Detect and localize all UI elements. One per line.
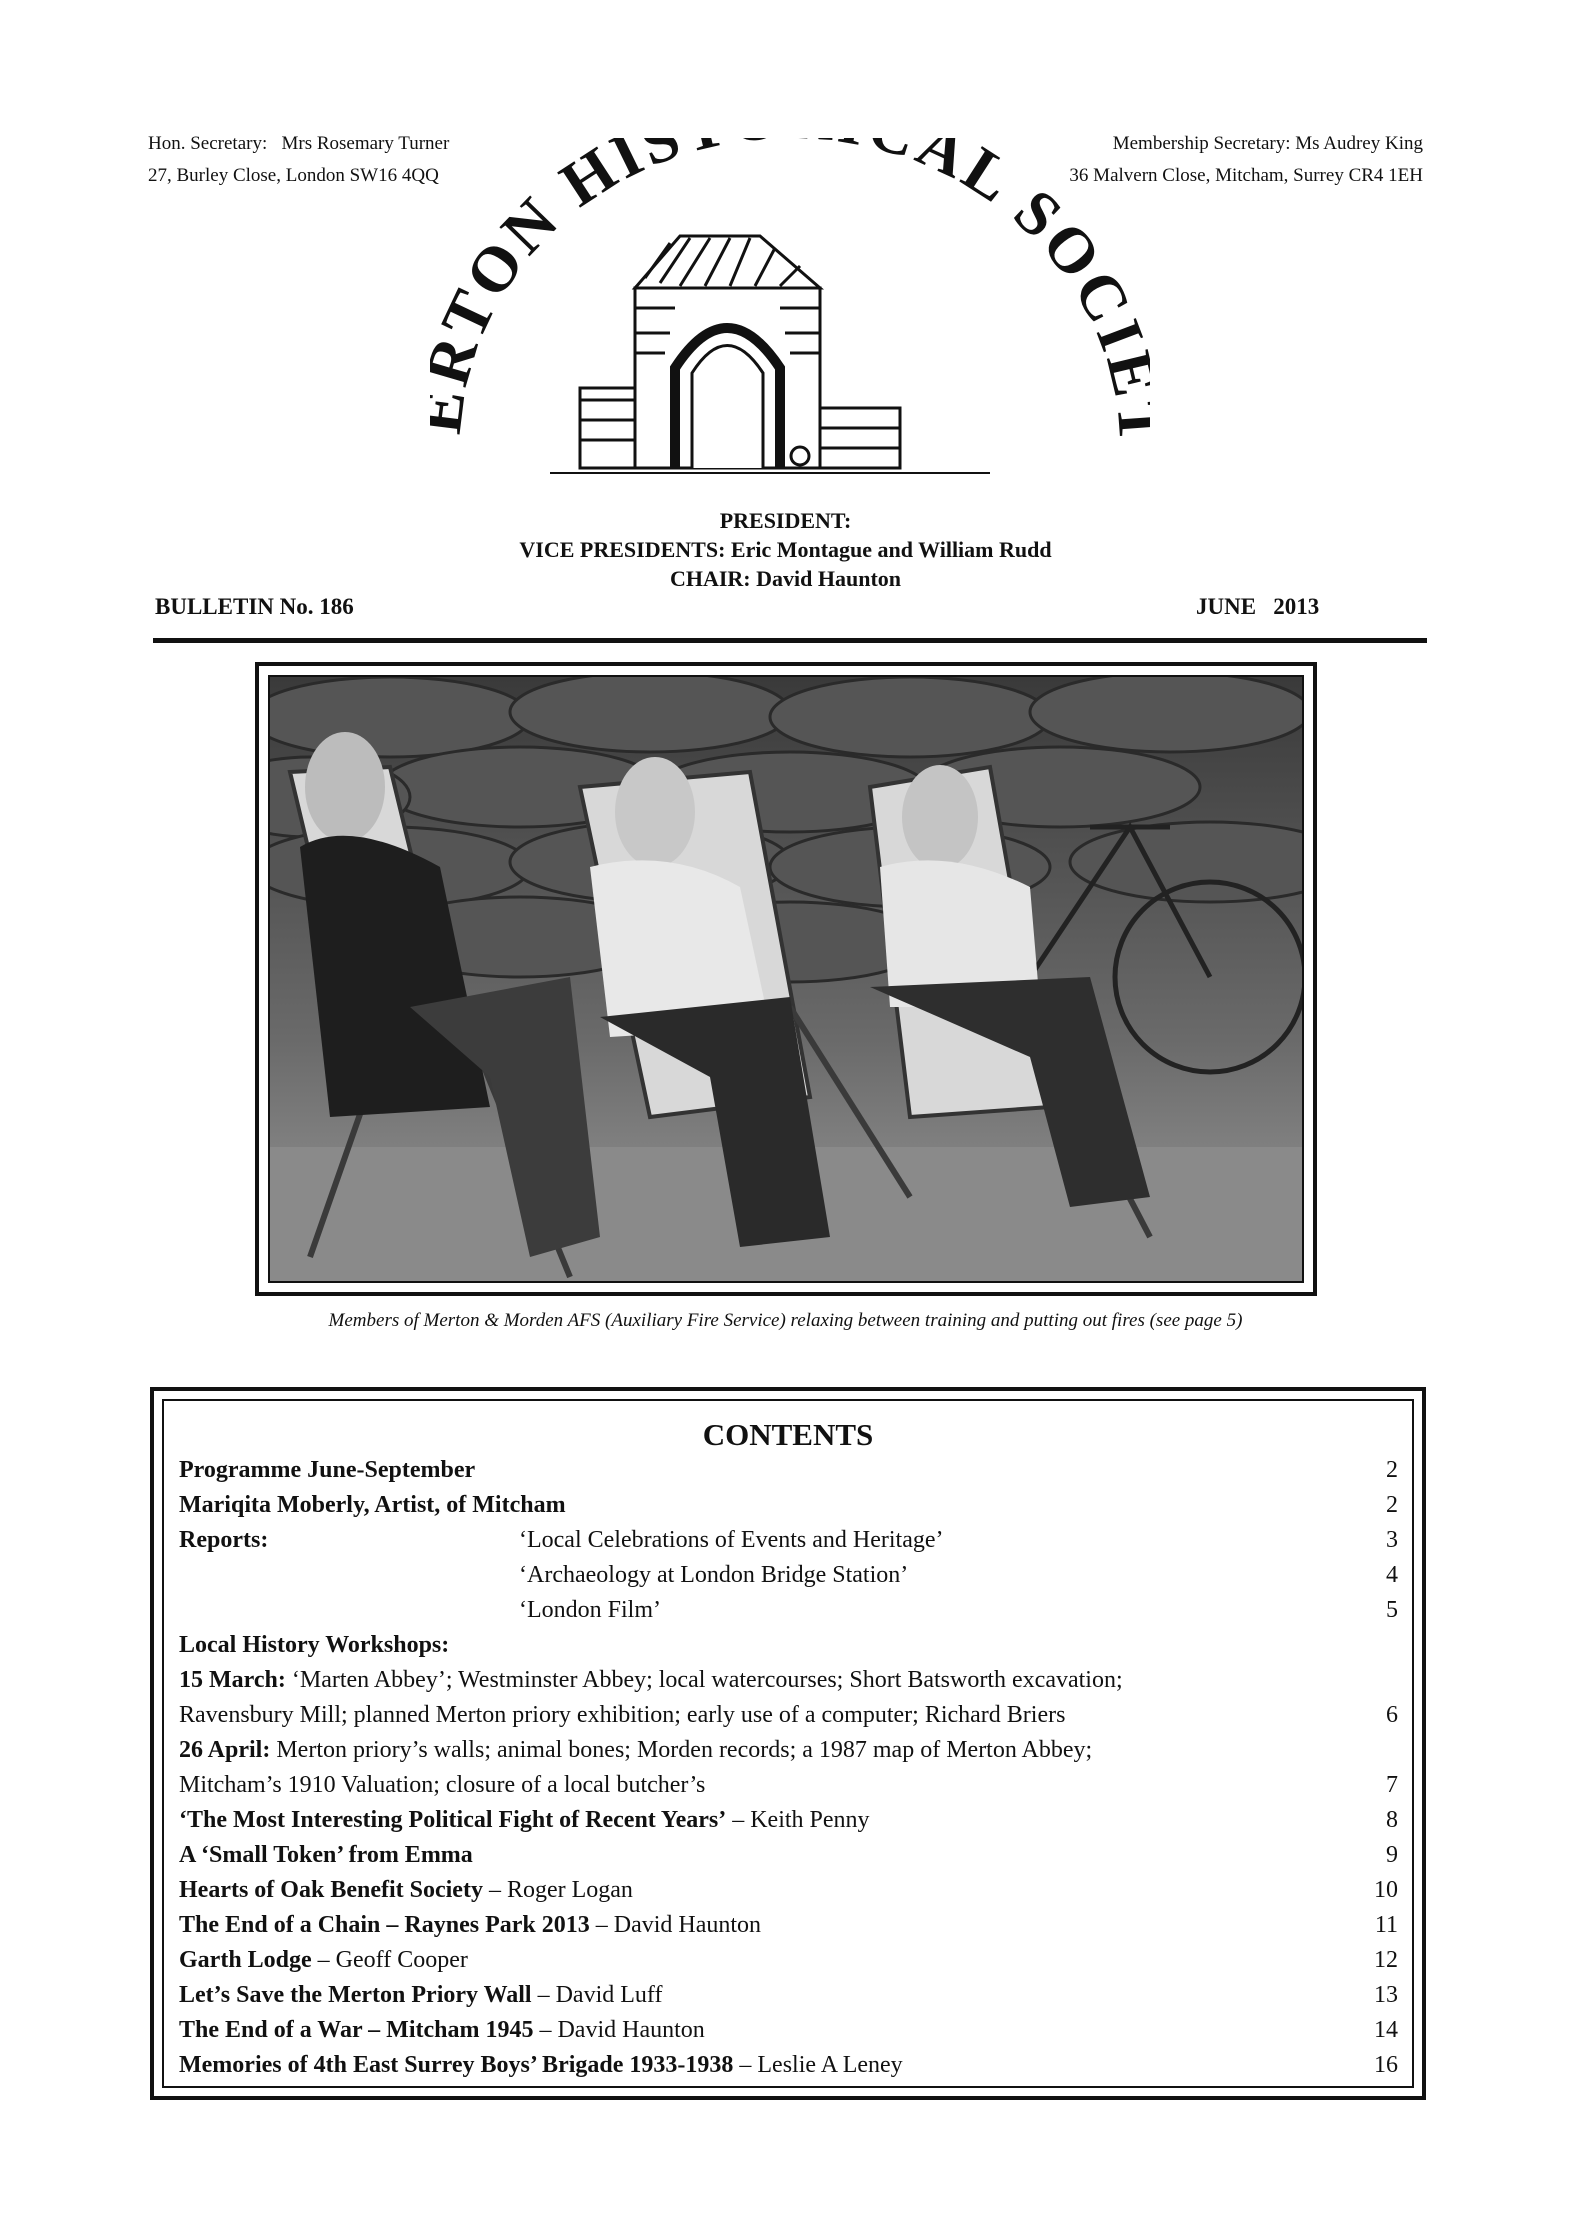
contents-row-title: Let’s Save the Merton Priory Wall	[179, 1982, 532, 2008]
contents-row-detail: – David Haunton	[533, 2017, 705, 2043]
contents-row-page: 4	[1386, 1562, 1398, 1588]
contents-row-page: 9	[1386, 1842, 1398, 1868]
contents-row	[179, 1523, 1398, 1558]
contents-row-detail: – David Luff	[531, 1982, 663, 2008]
logo-text-path: TON HIS AL SOC	[430, 138, 1147, 350]
contents-row-title: 26 April:	[179, 1737, 271, 1763]
contents-row	[179, 1628, 1342, 1663]
afs-members-photo	[270, 677, 1304, 1281]
contents-row-page: 16	[1374, 2052, 1398, 2078]
contents-row	[179, 1978, 1398, 2013]
abbey-gateway-logo	[430, 138, 1150, 498]
contents-row-detail: ‘Local Celebrations of Events and Heritage’	[519, 1527, 944, 1553]
contents-row-detail: Merton priory’s walls; animal bones; Morden records; a 1987 map of Merton Abbey;	[270, 1737, 1093, 1763]
membership-secretary: Membership Secretary: Ms Audrey King	[1112, 133, 1423, 154]
membership-address: 36 Malvern Close, Mitcham, Surrey CR4 1EH	[1069, 165, 1423, 186]
president: PRESIDENT:	[719, 508, 852, 533]
contents-row-detail: – Geoff Cooper	[311, 1947, 468, 1973]
hon-secretary-block	[148, 128, 449, 192]
contents-row	[179, 1488, 1398, 1523]
contents-title: CONTENTS	[702, 1417, 874, 1452]
contents-row-title: Mariqita Moberly, Artist, of Mitcham	[179, 1492, 566, 1518]
contents-row-detail: ‘Marten Abbey’; Westminster Abbey; local watercourses; Short Batsworth excavation;	[285, 1667, 1123, 1693]
contents-inner	[162, 1399, 1414, 2088]
contents-box	[150, 1387, 1426, 2100]
hon-secretary-label: Hon. Secretary:	[148, 133, 268, 154]
vice-presidents: VICE PRESIDENTS: Eric Montague and William Rudd	[519, 537, 1052, 562]
gateway-drawing	[550, 236, 990, 473]
contents-row-title: Reports:	[179, 1527, 269, 1553]
contents-row-title: Hearts of Oak Benefit Society	[179, 1877, 483, 1903]
contents-row	[179, 1663, 1342, 1698]
contents-row	[179, 2048, 1398, 2083]
contents-row-detail: – Keith Penny	[726, 1807, 870, 1833]
officers-block	[0, 506, 1571, 593]
contents-row-title: ‘The Most Interesting Political Fight of Recent Years’	[179, 1807, 727, 1833]
contents-row-detail: Ravensbury Mill; planned Merton priory exhibition; early use of a computer; Richard Briers	[179, 1702, 1066, 1728]
contents-row-detail: – Roger Logan	[482, 1877, 633, 1903]
contents-row-title: Memories of 4th East Surrey Boys’ Brigade 1933-1938	[179, 2052, 734, 2078]
society-logo	[430, 138, 1150, 498]
contents-row-detail: – David Haunton	[589, 1912, 762, 1938]
chair: CHAIR: David Haunton	[669, 566, 902, 591]
contents-row-page: 2	[1386, 1492, 1398, 1518]
contents-row-page: 2	[1386, 1457, 1398, 1483]
contents-row-title: A ‘Small Token’ from Emma	[179, 1842, 473, 1868]
contents-row-page: 12	[1374, 1947, 1398, 1973]
contents-row-detail: ‘Archaeology at London Bridge Station’	[519, 1562, 909, 1588]
contents-row-detail: ‘London Film’	[519, 1597, 661, 1623]
bulletin-date: JUNE 2013	[1196, 594, 1320, 619]
contents-row	[179, 2013, 1398, 2048]
contents-row	[179, 1453, 1398, 1488]
contents-row-page: 13	[1374, 1982, 1398, 2008]
contents-row-title: Garth Lodge	[179, 1947, 312, 1973]
contents-row-title: Programme June-September	[179, 1457, 476, 1483]
photo	[268, 675, 1304, 1283]
contents-row-title: Local History Workshops:	[179, 1632, 450, 1658]
photo-frame	[255, 662, 1317, 1296]
contents-row	[179, 1768, 1398, 1803]
contents-row-page: 11	[1374, 1912, 1398, 1938]
contents-row	[179, 1908, 1398, 1943]
contents-row	[179, 1943, 1398, 1978]
contents-row	[179, 1698, 1398, 1733]
contents-row-detail: – Leslie A Leney	[733, 2052, 903, 2078]
bulletin-number: BULLETIN No. 186	[155, 594, 354, 619]
photo-caption: Members of Merton & Morden AFS (Auxiliary Fire Service) relaxing between training and putting out fires (see page 5)	[328, 1310, 1243, 1331]
contents-row-title: The End of a Chain – Raynes Park 2013	[179, 1912, 590, 1938]
contents-row-detail: Mitcham’s 1910 Valuation; closure of a local butcher’s	[179, 1772, 706, 1798]
contents-row-page: 14	[1374, 2017, 1398, 2043]
contents-row-page: 7	[1386, 1772, 1398, 1798]
contents-row	[179, 1803, 1398, 1838]
contents-row-title: The End of a War – Mitcham 1945	[179, 2017, 534, 2043]
hon-secretary-name: Mrs Rosemary Turner	[281, 133, 450, 154]
contents-row-page: 5	[1386, 1597, 1398, 1623]
contents-row-title: 15 March:	[179, 1667, 286, 1693]
contents-row-page: 8	[1386, 1807, 1398, 1833]
contents-row	[179, 1873, 1398, 1908]
hon-secretary-address: 27, Burley Close, London SW16 4QQ	[148, 165, 439, 186]
header-rule	[153, 638, 1427, 643]
contents-row	[179, 1838, 1398, 1873]
contents-row-page: 6	[1386, 1702, 1398, 1728]
contents-row	[179, 1733, 1342, 1768]
contents-row-page: 10	[1374, 1877, 1398, 1903]
contents-row-page: 3	[1386, 1527, 1398, 1553]
